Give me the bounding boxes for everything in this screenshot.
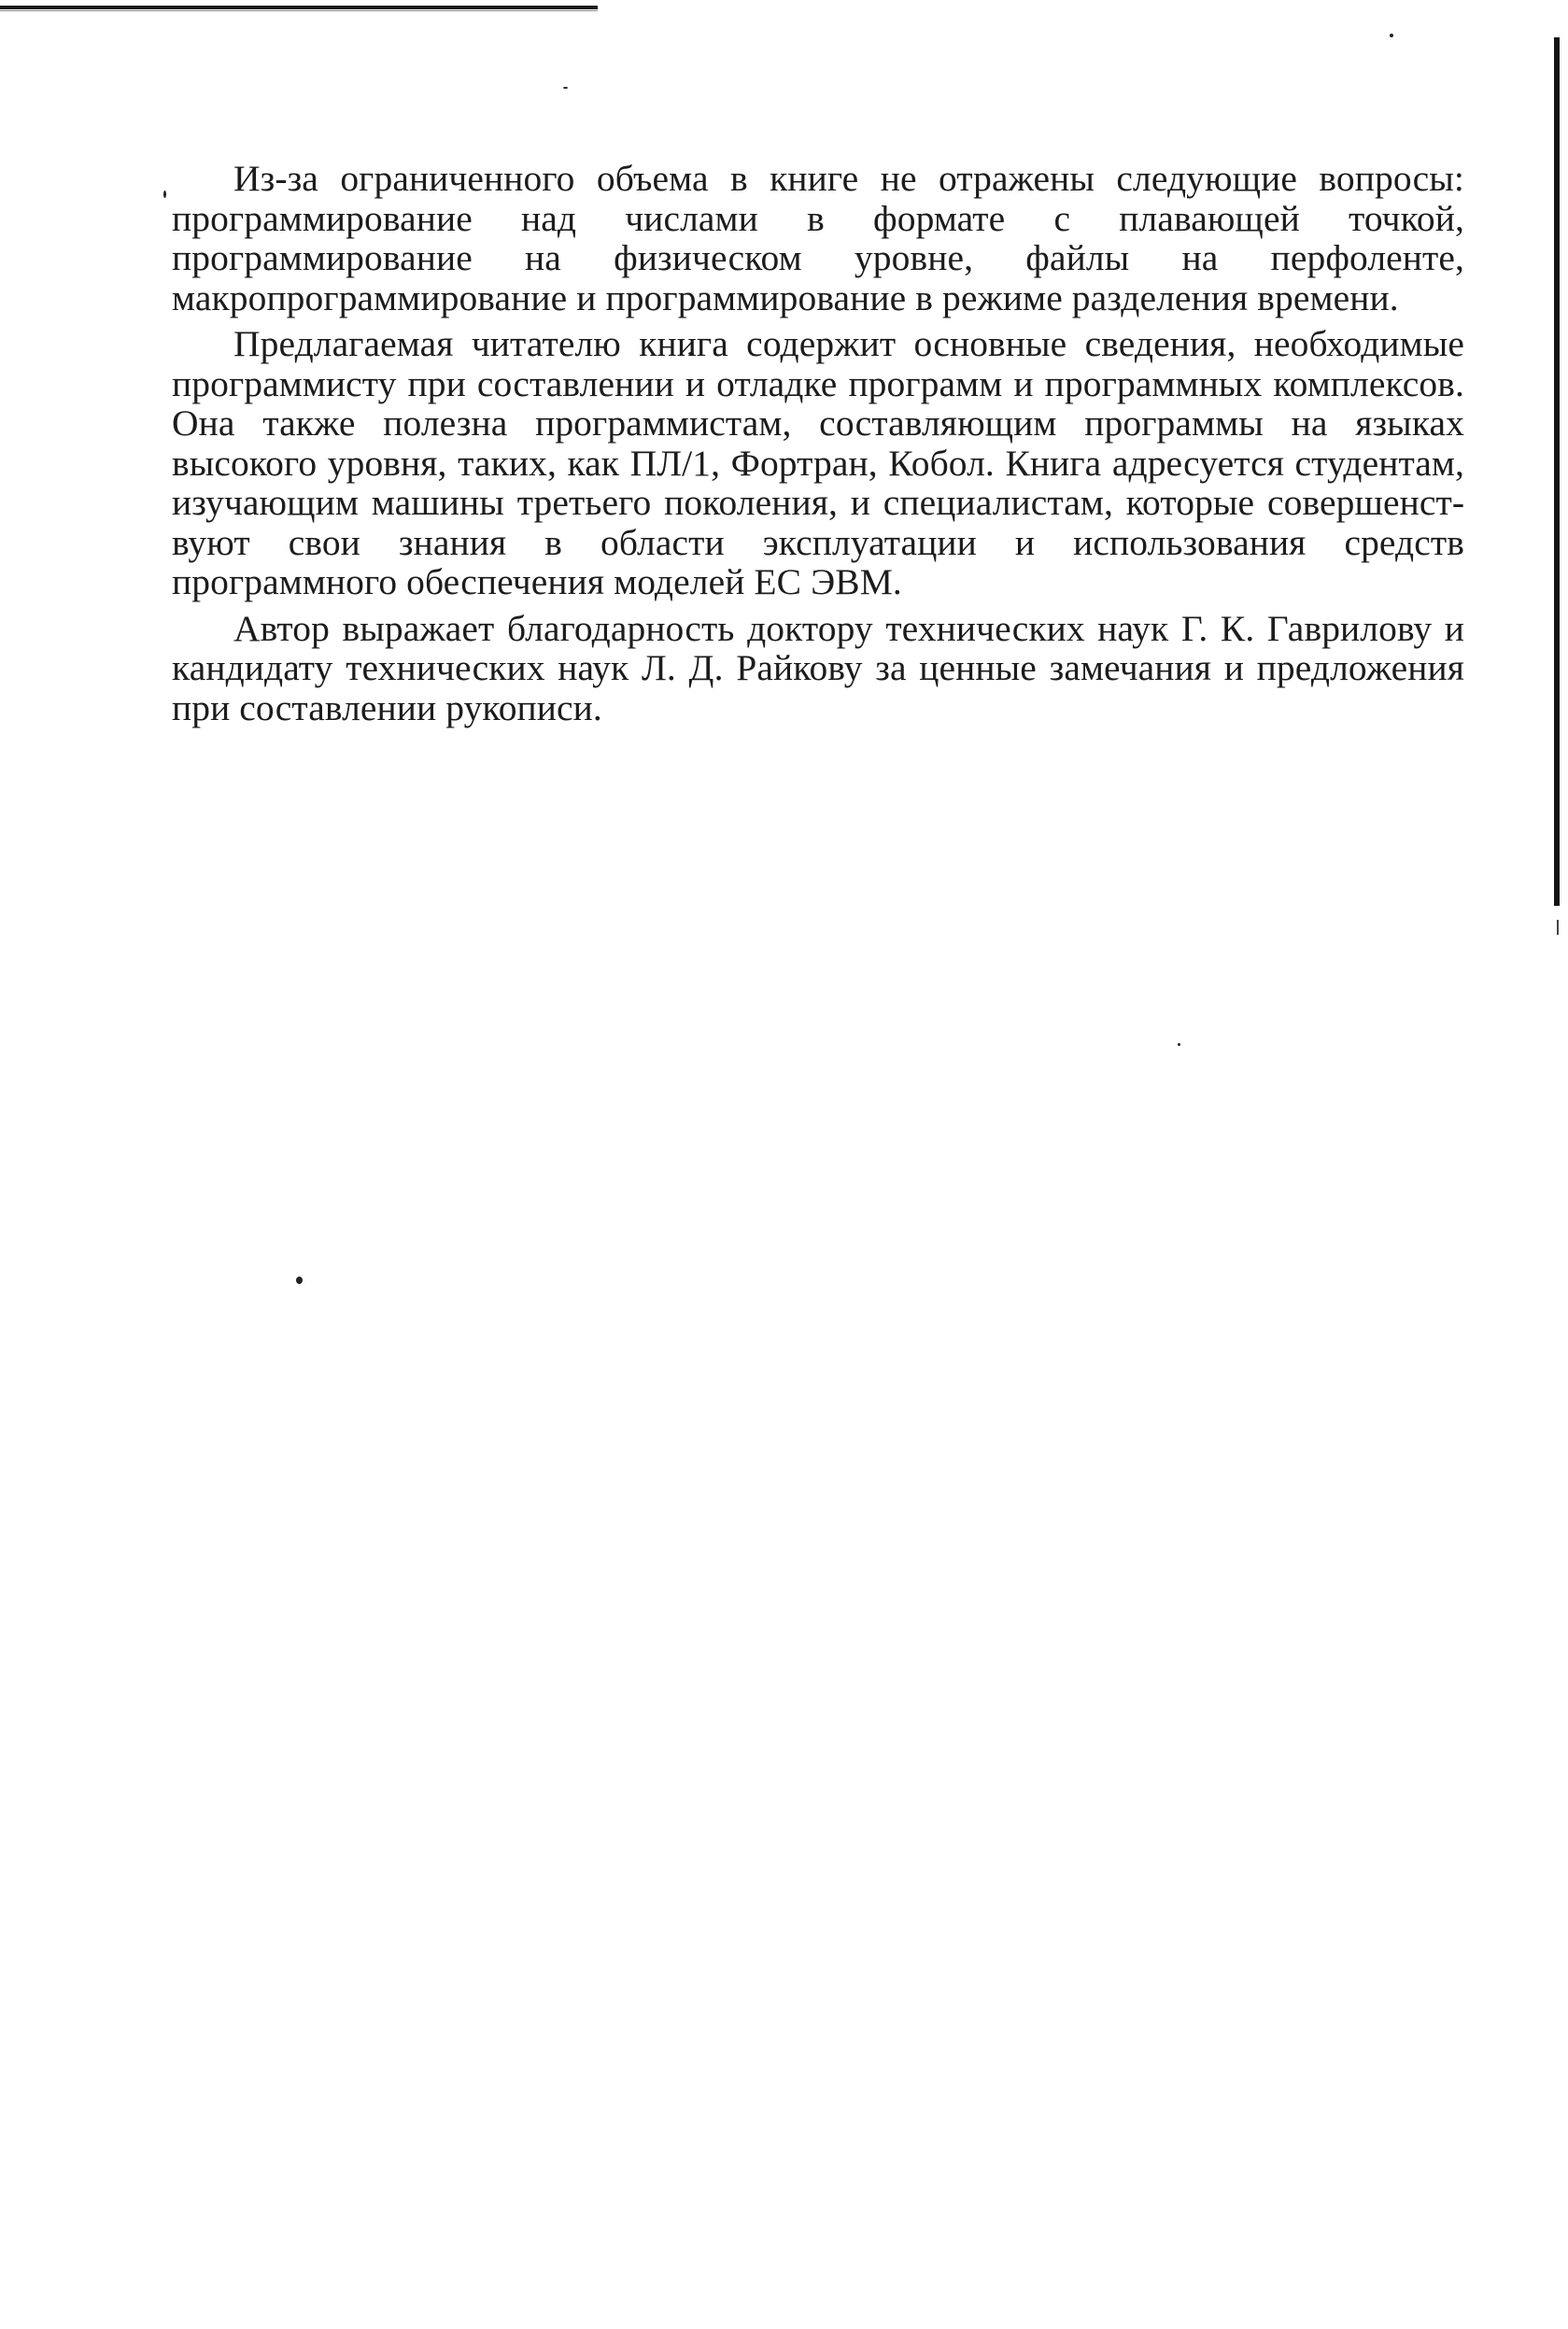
scan-edge-mark [1557,920,1559,935]
paragraph-scope: Из-за ограниченного объема в книге не отражены следующие вопросы: программирование над числами в формате с плавающей точкой, программирование на физическом уровне, файлы на перфоленте, макропрограммирование и программирование в режиме разделения времени. [172,158,1464,318]
scan-edge-shadow [1554,37,1560,906]
body-text [172,159,1464,734]
paragraph-audience: Предлагаемая читателю книга содержит основные сведения, необходимые программисту при составлении и отладке программ и программных комплексов. Она также полезна программистам, составляющим программы на языках высокого уровня, таких, как ПЛ/1, Фортран, Кобол. Книга адресуется студентам, изучающим машины третьего поколения, и специалистам, которые совершенствуют свои знания в области эксплуатации и использования средств программного обеспечения моделей ЕС ЭВМ. [172,323,1464,602]
top-rule [0,6,598,9]
top-rule-shadow [0,10,598,11]
scan-speck [1390,34,1393,37]
scan-speck [1178,1043,1180,1046]
scan-speck [296,1277,303,1284]
paragraph-acknowledgements: Автор выражает благодарность доктору технических наук Г. К. Гаврилову и кандидату технических наук Л. Д. Райкову за ценные замечания и предложения при составлении рукописи. [172,607,1464,728]
scan-speck [163,191,166,198]
scan-speck [563,87,568,89]
